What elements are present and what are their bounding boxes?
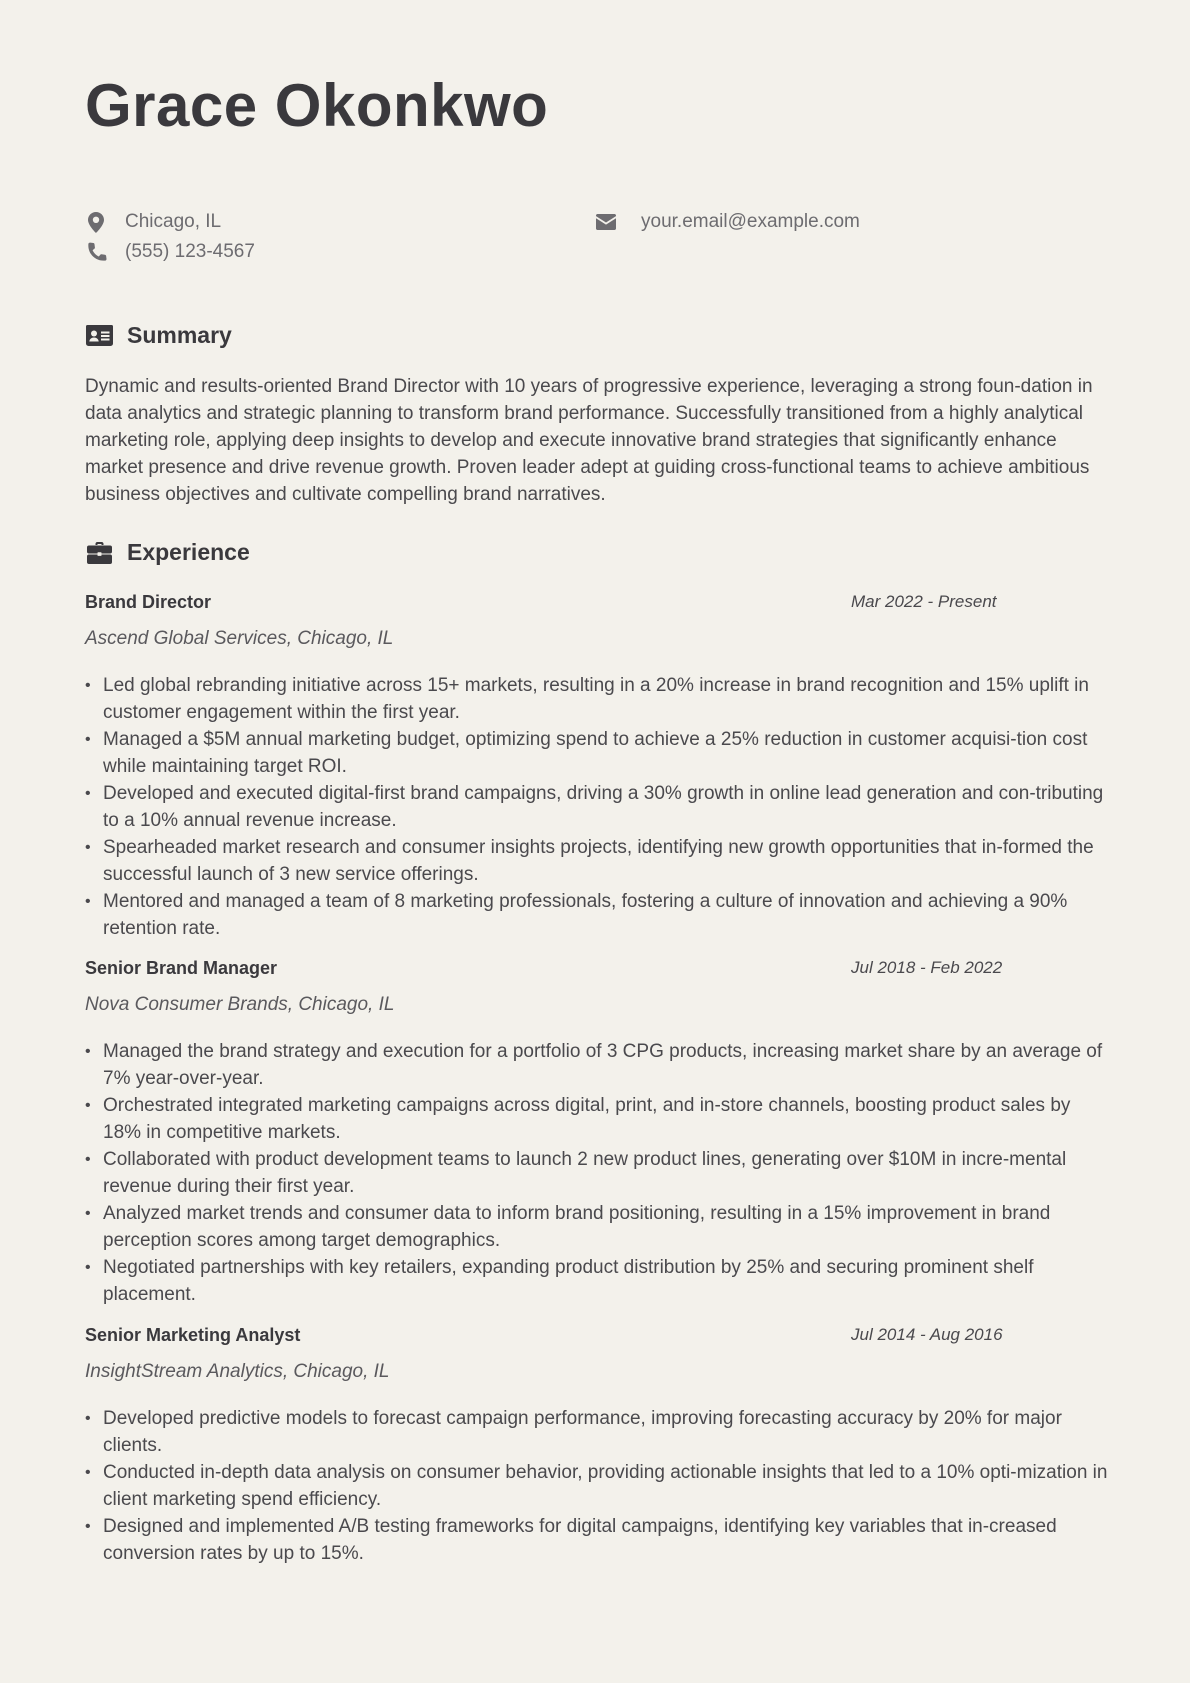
- email-text[interactable]: your.email@example.com: [641, 211, 860, 232]
- list-item: • Developed predictive models to forecast campaign performance, improving forecasting accuracy by 20% for major clients.: [85, 1405, 1110, 1459]
- experience-heading: [85, 539, 250, 566]
- list-item: • Developed and executed digital-first brand campaigns, driving a 30% growth in online lead generation and con-tributing to a 10% annual revenue increase.: [85, 780, 1110, 834]
- envelope-icon: [595, 211, 617, 233]
- list-item: • Mentored and managed a team of 8 marketing professionals, fostering a culture of innovation and achieving a 90% retention rate.: [85, 888, 1110, 942]
- briefcase-icon: [85, 541, 113, 565]
- candidate-name: Grace Okonkwo: [85, 72, 549, 139]
- map-pin-icon: [85, 211, 107, 233]
- job-dates: Mar 2022 - Present: [851, 592, 997, 611]
- list-item: • Led global rebranding initiative across 15+ markets, resulting in a 20% increase in brand recognition and 15% uplift in customer engagement within the first year.: [85, 672, 1110, 726]
- list-item: • Spearheaded market research and consumer insights projects, identifying new growth opportunities that in-formed the successful launch of 3 new service offerings.: [85, 834, 1110, 888]
- job-entry: [85, 958, 1110, 1308]
- job-company: Ascend Global Services, Chicago, IL: [85, 628, 394, 649]
- contact-email: [595, 211, 860, 233]
- job-company: Nova Consumer Brands, Chicago, IL: [85, 994, 395, 1015]
- summary-heading-label: Summary: [127, 322, 232, 348]
- list-item: • Designed and implemented A/B testing frameworks for digital campaigns, identifying key variables that in-creased conversion rates by up to 15%.: [85, 1513, 1110, 1567]
- job-bullet-list: [85, 672, 1110, 942]
- contact-location: [85, 211, 221, 233]
- job-bullet-list: [85, 1038, 1110, 1308]
- job-dates: Jul 2014 - Aug 2016: [851, 1325, 1003, 1344]
- experience-heading-label: Experience: [127, 539, 250, 565]
- job-bullet-list: [85, 1405, 1110, 1567]
- list-item: • Negotiated partnerships with key retailers, expanding product distribution by 25% and securing prominent shelf placement.: [85, 1254, 1110, 1308]
- list-item: • Managed a $5M annual marketing budget, optimizing spend to achieve a 25% reduction in customer acquisi-tion cost while maintaining target ROI.: [85, 726, 1110, 780]
- list-item: • Analyzed market trends and consumer data to inform brand positioning, resulting in a 15% improvement in brand perception scores among target demographics.: [85, 1200, 1110, 1254]
- id-card-icon: [85, 324, 113, 348]
- list-item: • Conducted in-depth data analysis on consumer behavior, providing actionable insights that led to a 10% opti-mization in client marketing spend efficiency.: [85, 1459, 1110, 1513]
- phone-icon: [85, 241, 107, 263]
- list-item: • Collaborated with product development teams to launch 2 new product lines, generating over $10M in incre-mental revenue during their first year.: [85, 1146, 1110, 1200]
- summary-text: Dynamic and results-oriented Brand Director with 10 years of progressive experience, leveraging a strong foun-dation in data analytics and strategic planning to transform brand performance. Successfully transitioned from a highly analytical marketing role, applying deep insights to develop and execute innovative brand strategies that significantly enhance market presence and drive revenue growth. Proven leader adept at guiding cross-functional teams to achieve ambitious business objectives and cultivate compelling brand narratives.: [85, 376, 1093, 505]
- summary-heading: [85, 322, 232, 349]
- job-entry: [85, 1325, 1110, 1567]
- job-title: Brand Director: [85, 592, 212, 612]
- contact-phone: [85, 241, 255, 263]
- location-text: Chicago, IL: [125, 211, 222, 232]
- job-title: Senior Marketing Analyst: [85, 1325, 301, 1345]
- job-dates: Jul 2018 - Feb 2022: [851, 958, 1003, 977]
- job-entry: [85, 592, 1110, 942]
- phone-text[interactable]: (555) 123-4567: [125, 241, 255, 262]
- list-item: • Managed the brand strategy and execution for a portfolio of 3 CPG products, increasing market share by an average of 7% year-over-year.: [85, 1038, 1110, 1092]
- job-title: Senior Brand Manager: [85, 958, 278, 978]
- list-item: • Orchestrated integrated marketing campaigns across digital, print, and in-store channels, boosting product sales by 18% in competitive markets.: [85, 1092, 1110, 1146]
- job-company: InsightStream Analytics, Chicago, IL: [85, 1361, 390, 1382]
